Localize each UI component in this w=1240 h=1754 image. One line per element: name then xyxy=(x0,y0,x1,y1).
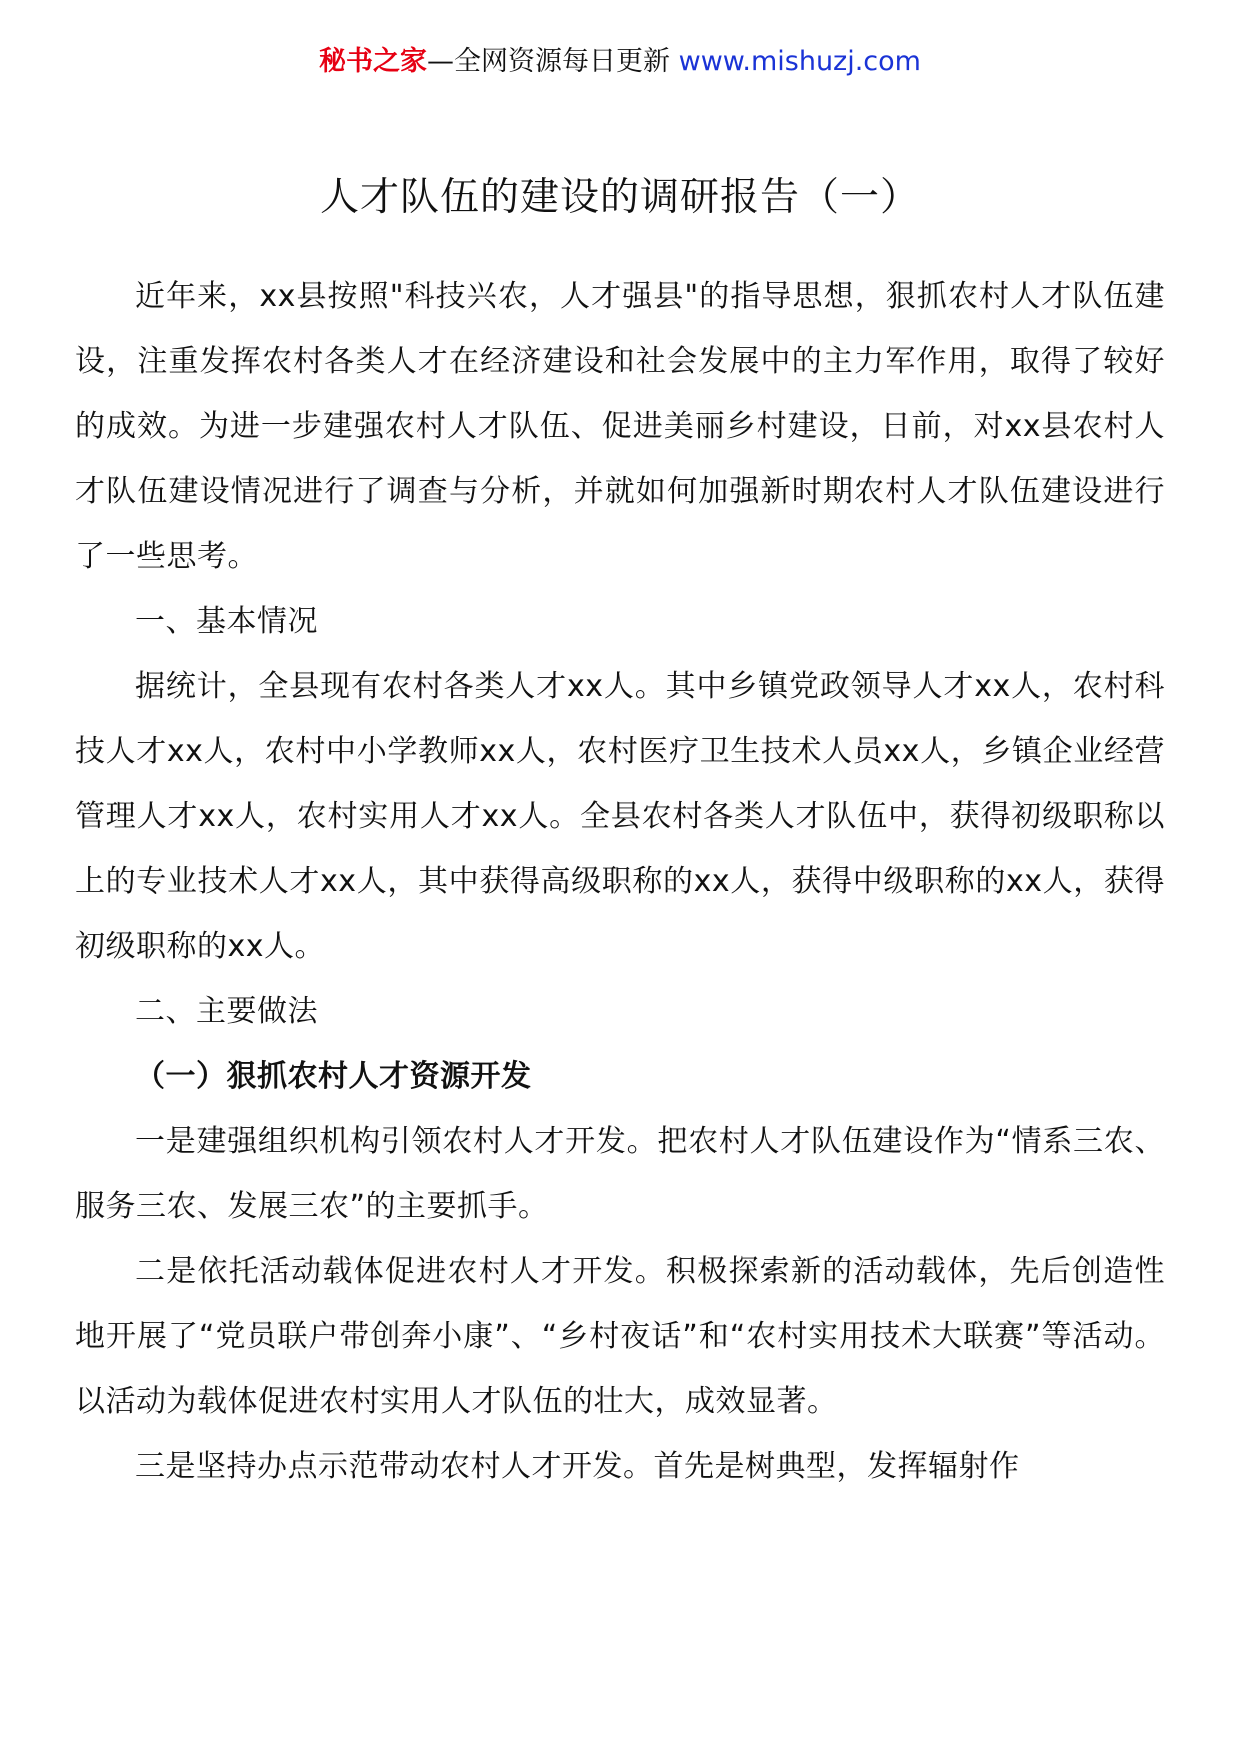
site-brand: 秘书之家 xyxy=(319,46,428,77)
statistics-paragraph: 据统计，全县现有农村各类人才xx人。其中乡镇党政领导人才xx人，农村科技人才xx人，农村中小学教师xx人，农村医疗卫生技术人员xx人，乡镇企业经营管理人才xx人，农村实用人才xx人。全县农村各类人才队伍中，获得初级职称以上的专业技术人才xx人，其中获得高级职称的xx人，获得中级职称的xx人，获得初级职称的xx人。 xyxy=(75,669,1165,964)
document-body xyxy=(75,264,1165,1499)
section-heading-basic-situation: 一、基本情况 xyxy=(135,604,318,639)
section-heading-main-practices: 二、主要做法 xyxy=(135,994,318,1029)
document-title: 人才队伍的建设的调研报告（一） xyxy=(319,175,920,220)
practice-paragraph-3: 三是坚持办点示范带动农村人才开发。首先是树典型，发挥辐射作 xyxy=(135,1449,1020,1484)
practice-paragraph-2: 二是依托活动载体促进农村人才开发。积极探索新的活动载体，先后创造性地开展了“党员联户带创奔小康”、“乡村夜话”和“农村实用技术大联赛”等活动。以活动为载体促进农村实用人才队伍的壮大，成效显著。 xyxy=(75,1254,1165,1419)
site-header xyxy=(0,42,1240,82)
practice-paragraph-1: 一是建强组织机构引领农村人才开发。把农村人才队伍建设作为“情系三农、服务三农、发展三农”的主要抓手。 xyxy=(75,1124,1165,1224)
subsection-heading-talent-development: （一）狠抓农村人才资源开发 xyxy=(135,1059,532,1094)
site-url-link[interactable]: www.mishuzj.com xyxy=(678,46,921,77)
intro-paragraph: 近年来，xx县按照"科技兴农，人才强县"的指导思想，狠抓农村人才队伍建设，注重发挥农村各类人才在经济建设和社会发展中的主力军作用，取得了较好的成效。为进一步建强农村人才队伍、促进美丽乡村建设，日前，对xx县农村人才队伍建设情况进行了调查与分析，并就如何加强新时期农村人才队伍建设进行了一些思考。 xyxy=(75,279,1165,574)
site-tagline: —全网资源每日更新 xyxy=(427,46,679,77)
